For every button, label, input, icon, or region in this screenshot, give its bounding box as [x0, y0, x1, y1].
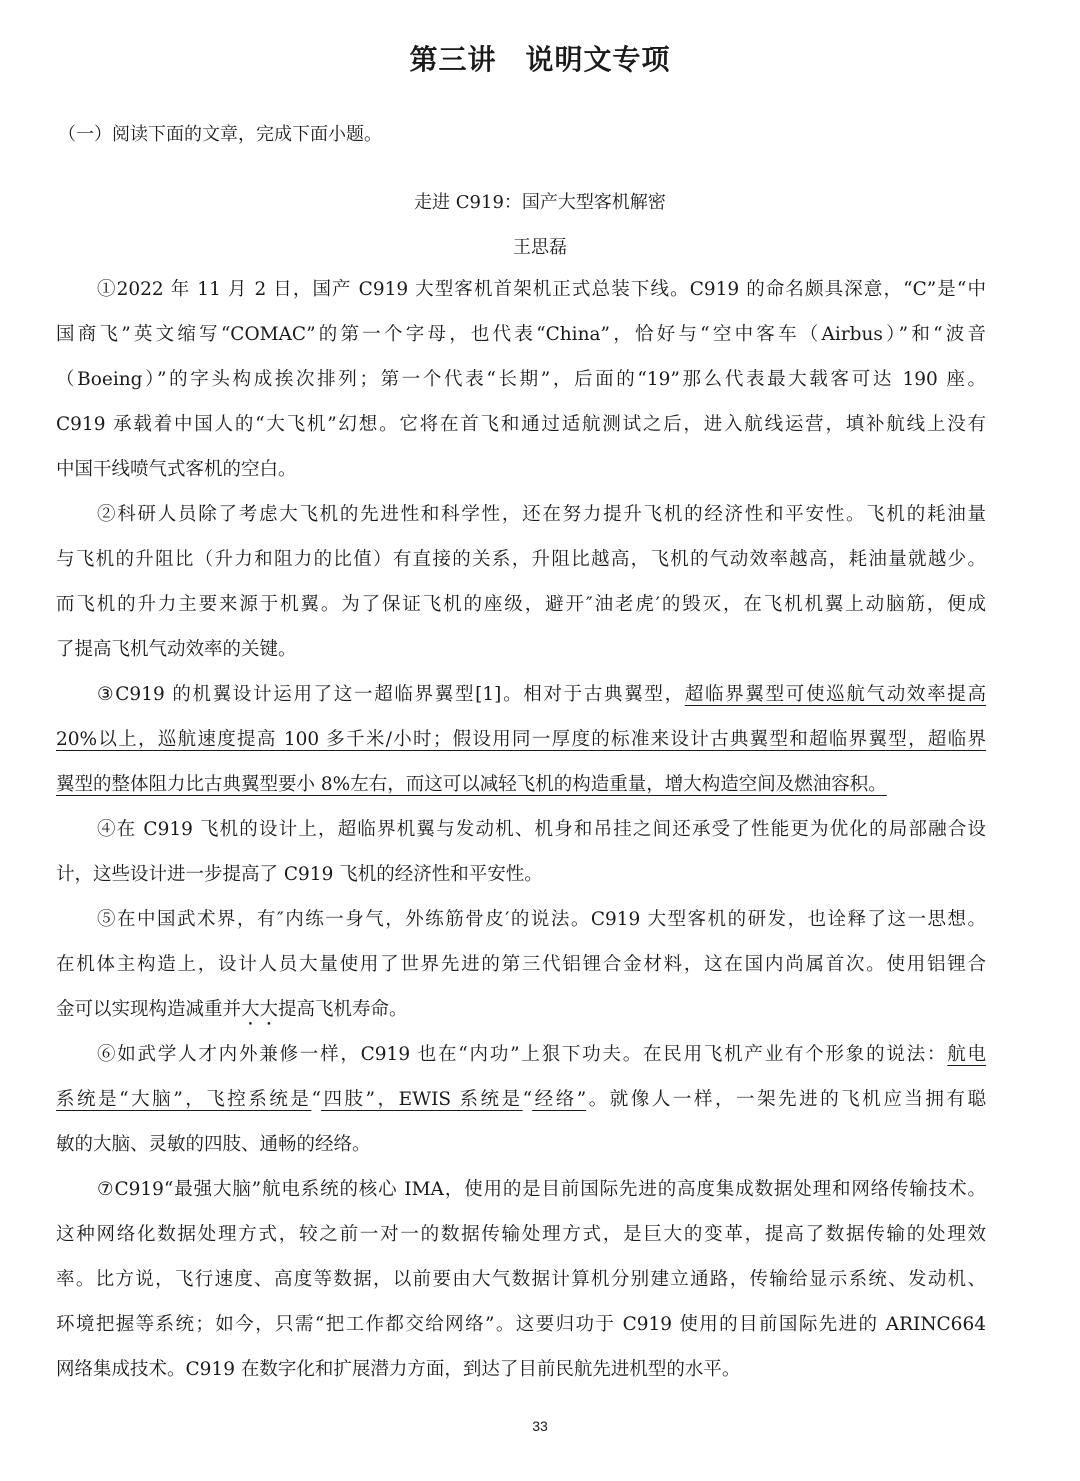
text-segment: 而飞机的升力主要来源于机翼。为了保证飞机的座级，避开″油老虎′的毁灭，在飞机机翼上动脑筋，便成: [56, 594, 986, 615]
text-segment: ⑥如武学人才内外兼修一样，C919 也在“内功”上狠下功夫。在民用飞机产业有个形象的说法：: [97, 1044, 948, 1065]
paragraph-3-line: [56, 672, 986, 717]
text-segment: 国商飞”英文缩写“COMAC”的第一个字母，也代表“China”，恰好与“空中客车（Airbus）”和“波音: [56, 324, 986, 345]
text-segment: ①2022 年 11 月 2 日，国产 C919 大型客机首架机正式总装下线。C919 的命名颇具深意，“C”是“中: [97, 279, 986, 300]
text-segment: 计，这些设计进一步提高了 C919 飞机的经济性和平安性。: [56, 864, 543, 885]
text-segment: 中国干线喷气式客机的空白。: [56, 459, 297, 480]
article-body: [56, 267, 986, 1392]
paragraph-2-line: [56, 582, 986, 627]
text-segment: 率。比方说，飞行速度、高度等数据，以前要由大气数据计算机分别建立通路，传输给显示系统、发动机、: [56, 1269, 986, 1290]
underlined-text: 经络”: [532, 1089, 587, 1110]
underlined-text: 翼型的整体阻力比古典翼型要小 8%左右，而这可以减轻飞机的构造重量，增大构造空间及燃油容积。: [56, 774, 887, 795]
paragraph-7-line: [56, 1167, 986, 1212]
text-segment: 网络集成技术。C919 在数字化和扩展潜力方面，到达了目前民航先进机型的水平。: [56, 1359, 741, 1380]
paragraph-1-line: [56, 267, 986, 312]
text-segment: C919 承载着中国人的“大飞机”幻想。它将在首飞和通过适航测试之后，进入航线运营，填补航线上没有: [56, 414, 986, 435]
paragraph-7-line: [56, 1302, 986, 1347]
paragraph-6-line: [56, 1122, 986, 1167]
paragraph-5-line: [56, 897, 986, 942]
text-segment: 敏的大脑、灵敏的四肢、通畅的经络。: [56, 1134, 371, 1155]
paragraph-4-line: [56, 852, 986, 897]
text-segment: 在机体主构造上，设计人员大量使用了世界先进的第三代铝锂合金材料，这在国内尚属首次。使用铝锂合: [56, 954, 986, 975]
paragraph-3-line: [56, 762, 986, 807]
text-segment: 。就像人一样，一架先进的飞机应当拥有聪: [586, 1089, 986, 1110]
paragraph-7-line: [56, 1257, 986, 1302]
paragraph-1-line: [56, 447, 986, 492]
paragraph-5-line: [56, 942, 986, 987]
paragraph-1-line: [56, 357, 986, 402]
page-number: 33: [532, 1418, 548, 1434]
text-segment: ④在 C919 飞机的设计上，超临界机翼与发动机、机身和吊挂之间还承受了性能更为优化的局部融合设: [97, 819, 986, 840]
paragraph-6-line: [56, 1032, 986, 1077]
underlined-text: 20%以上，巡航速度提高 100 多千米/小时；假设用同一厚度的标准来设计古典翼型和超临界翼型，超临界: [56, 729, 986, 750]
paragraph-6-line: [56, 1077, 986, 1122]
instruction: （一）阅读下面的文章，完成下面小题。: [58, 124, 382, 145]
text-segment: （Boeing）”的字头构成挨次排列；第一个代表“长期”，后面的“19”那么代表最大载客可达 190 座。: [56, 369, 986, 390]
underlined-text: 航电: [947, 1044, 986, 1065]
emphasis-dotted-text: 大大: [241, 999, 279, 1020]
text-segment: ⑤在中国武术界，有″内练一身气，外练筋骨皮′的说法。C919 大型客机的研发，也诠释了这一思想。: [97, 909, 986, 930]
page-title: 第三讲 说明文专项: [409, 43, 671, 76]
underlined-text: 系统是“大脑”，飞控系统是: [56, 1089, 312, 1110]
text-segment: “: [522, 1089, 533, 1110]
underlined-text: 超临界翼型可使巡航气动效率提高: [684, 684, 986, 705]
paragraph-2-line: [56, 492, 986, 537]
underlined-text: 四肢”，EWIS 系统是: [320, 1089, 523, 1110]
paragraph-1-line: [56, 312, 986, 357]
paragraph-5-line: [56, 987, 986, 1032]
paragraph-3-line: [56, 717, 986, 762]
text-segment: 这种网络化数据处理方式，较之前一对一的数据传输处理方式，是巨大的变革，提高了数据传输的处理效: [56, 1224, 986, 1245]
paragraph-7-line: [56, 1347, 986, 1392]
paragraph-2-line: [56, 537, 986, 582]
text-segment: 提高飞机寿命。: [278, 999, 408, 1020]
text-segment: 与飞机的升阻比（升力和阻力的比值）有直接的关系，升阻比越高，飞机的气动效率越高，耗油量就越少。: [56, 549, 986, 570]
paragraph-4-line: [56, 807, 986, 852]
text-segment: ③C919 的机翼设计运用了这一超临界翼型[1]。相对于古典翼型，: [97, 684, 685, 705]
paragraph-2-line: [56, 627, 986, 672]
article-author: 王思磊: [513, 237, 567, 258]
article-title: 走进 C919：国产大型客机解密: [414, 192, 666, 213]
text-segment: 环境把握等系统；如今，只需“把工作都交给网络”。这要归功于 C919 使用的目前国际先进的 ARINC664: [56, 1314, 986, 1335]
paragraph-1-line: [56, 402, 986, 447]
text-segment: ②科研人员除了考虑大飞机的先进性和科学性，还在努力提升飞机的经济性和平安性。飞机的耗油量: [97, 504, 986, 525]
text-segment: “: [311, 1089, 321, 1110]
text-segment: 金可以实现构造减重并: [56, 999, 242, 1020]
text-segment: ⑦C919“最强大脑”航电系统的核心 IMA，使用的是目前国际先进的高度集成数据处理和网络传输技术。: [97, 1179, 986, 1200]
text-segment: 了提高飞机气动效率的关键。: [56, 639, 297, 660]
paragraph-7-line: [56, 1212, 986, 1257]
